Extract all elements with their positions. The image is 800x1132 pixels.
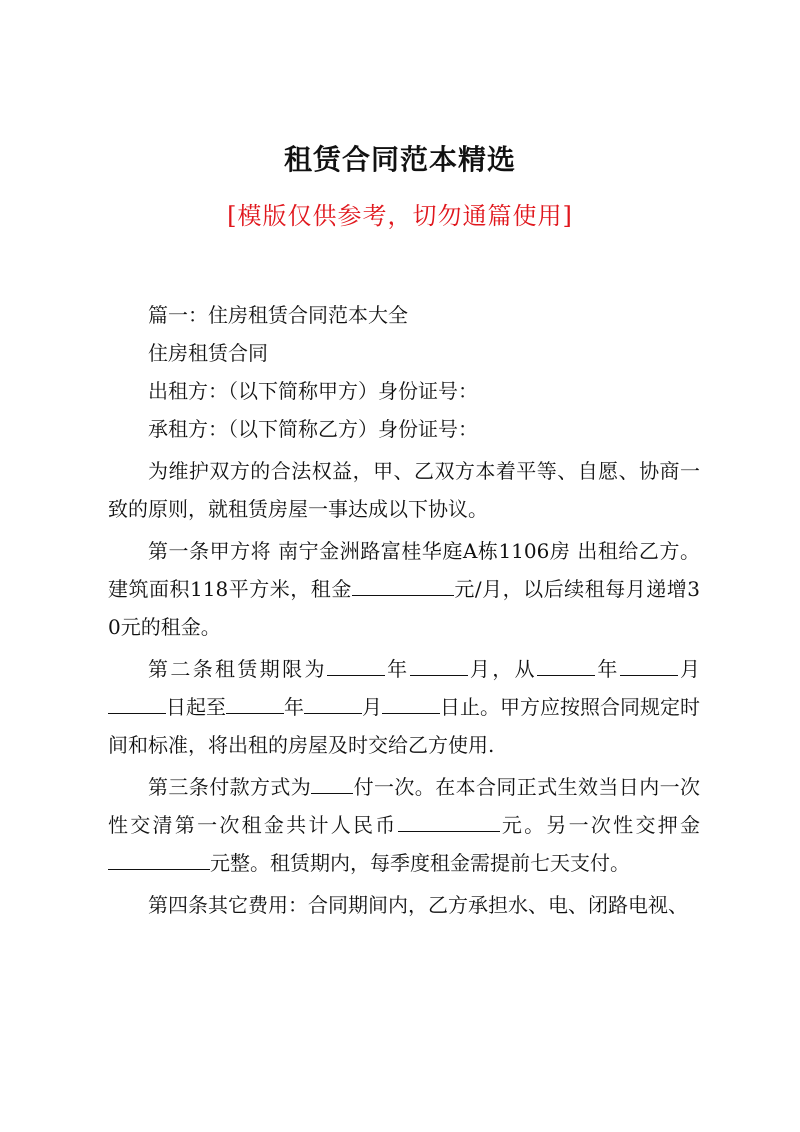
article-2-text-e: 月 — [677, 657, 701, 681]
article-3-text-d: 元整。租赁期内，每季度租金需提前七天支付。 — [210, 851, 630, 875]
end-day-blank — [382, 691, 440, 714]
preamble-paragraph: 为维护双方的合法权益，甲、乙双方本着平等、自愿、协商一致的原则，就租赁房屋一事达成以下协议。 — [108, 459, 700, 521]
article-1 — [108, 532, 700, 646]
article-3-text-c: 元。另一次性交押金 — [499, 813, 701, 837]
end-month-blank — [304, 691, 362, 714]
article-3-text-b: 付一次。在本合同正式生效当日内一次性交清第一次租金共计人民币 — [108, 775, 701, 837]
lessee-line: 承租方：（以下简称乙方）身份证号： — [148, 417, 478, 441]
article-3-text-a: 第三条付款方式为 — [148, 775, 312, 799]
end-year-blank — [226, 691, 284, 714]
lessor-line: 出租方：（以下简称甲方）身份证号： — [148, 379, 478, 403]
article-2-text-i: 日止。甲方应按照合同规定时间和标准，将出租的房屋及时交给乙方使用. — [108, 695, 700, 757]
article-2-text-c: 月，从 — [467, 657, 537, 681]
first-rent-blank — [398, 809, 500, 832]
template-notice: [模版仅供参考，切勿通篇使用] — [227, 202, 573, 230]
lease-months-blank — [410, 653, 468, 676]
article-2 — [108, 650, 700, 764]
start-day-blank — [108, 691, 166, 714]
article-2-text-b: 年 — [384, 657, 410, 681]
article-4: 第四条其它费用：合同期间内，乙方承担水、电、闭路电视、 — [148, 893, 688, 917]
rent-amount-blank — [352, 573, 454, 596]
article-2-text-h: 月 — [362, 695, 382, 719]
article-2-text-d: 年 — [594, 657, 620, 681]
article-2-text-g: 年 — [284, 695, 304, 719]
section-heading: 篇一：住房租赁合同范本大全 — [148, 303, 408, 327]
document-title: 租赁合同范本精选 — [283, 143, 516, 176]
article-2-text-a: 第二条租赁期限为 — [148, 657, 327, 681]
payment-period-blank — [311, 771, 353, 794]
article-2-text-f: 日起至 — [166, 695, 226, 719]
lease-years-blank — [327, 653, 385, 676]
article-1-text-a: 第一条甲方将 南宁金洲路富桂华庭A栋1106房 出租给乙方。建筑面积118平方米，租金 — [108, 539, 700, 601]
start-year-blank — [537, 653, 595, 676]
start-month-blank — [620, 653, 678, 676]
contract-name: 住房租赁合同 — [148, 341, 268, 365]
document-body — [108, 296, 700, 924]
deposit-blank — [108, 847, 210, 870]
article-1-text-b: 元/月，以后续租每月递增30元的租金。 — [108, 577, 700, 639]
article-3 — [108, 768, 700, 882]
